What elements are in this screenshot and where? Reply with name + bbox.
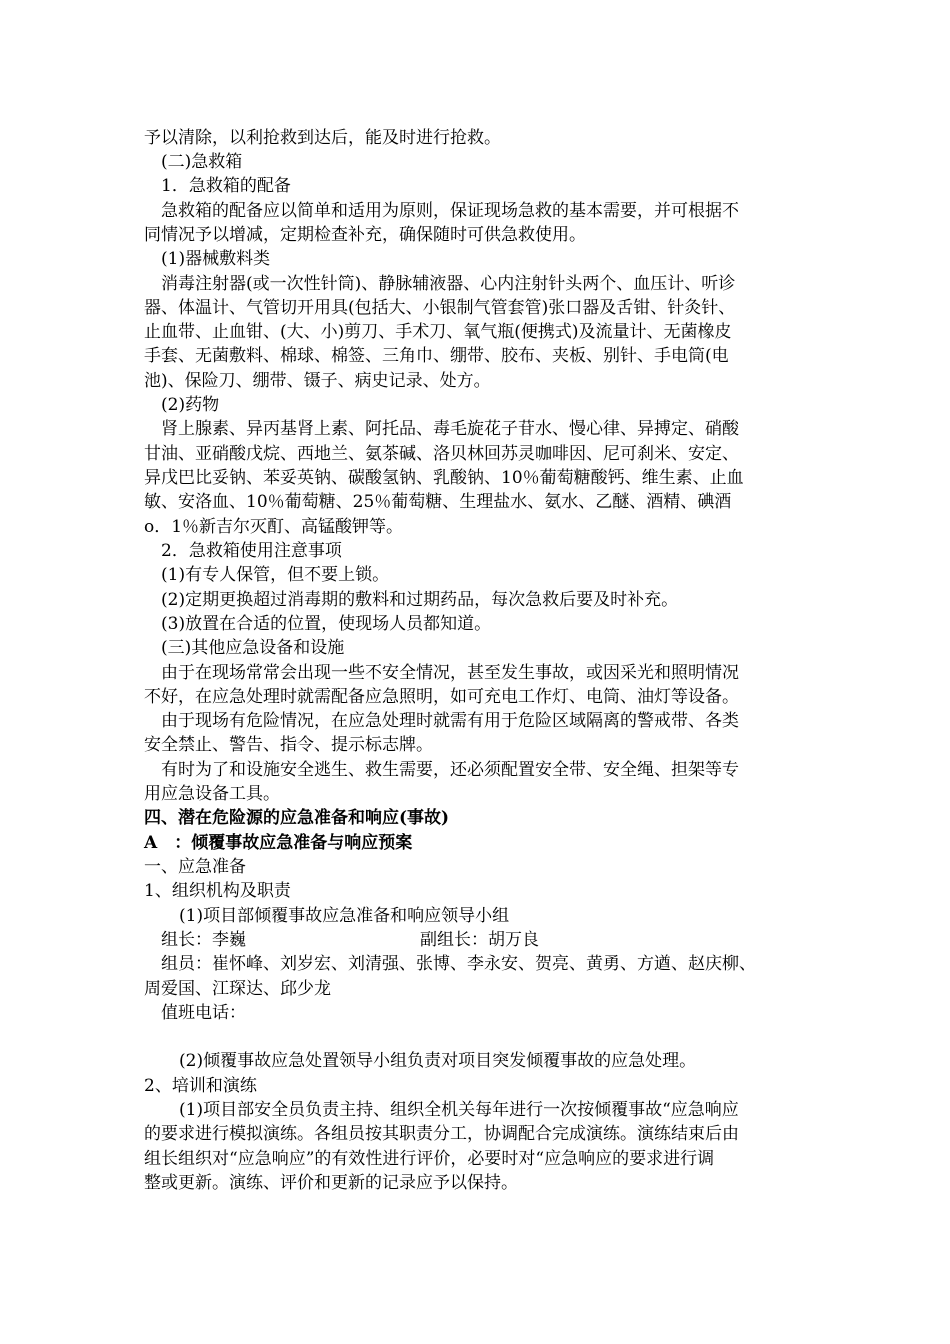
subsection-heading: (2)药物 <box>161 395 220 415</box>
section-heading: (二)急救箱 <box>161 152 243 172</box>
paragraph-line: 整或更新。演练、评价和更新的记录应予以保持。 <box>144 1173 518 1193</box>
list-item: (1)有专人保管，但不要上锁。 <box>161 565 390 585</box>
paragraph-line: 消毒注射器(或一次性针筒)、静脉辅液器、心内注射针头两个、血压计、听诊 <box>161 274 736 294</box>
paragraph-line: 止血带、止血钳、(大、小)剪刀、手术刀、氧气瓶(便携式)及流量计、无菌橡皮 <box>144 322 732 342</box>
paragraph-line: 的要求进行模拟演练。各组员按其职责分工，协调配合完成演练。演练结束后由 <box>144 1124 739 1144</box>
group-leader: 组长：李巍 <box>161 930 246 950</box>
paragraph-line: 池)、保险刀、绷带、镊子、病史记录、处方。 <box>144 371 491 391</box>
paragraph-line: 由于在现场常常会出现一些不安全情况，甚至发生事故，或因采光和照明情况 <box>161 663 739 683</box>
paragraph-line: 不好，在应急处理时就需配备应急照明，如可充电工作灯、电筒、油灯等设备。 <box>144 687 739 707</box>
group-members-cont: 周爱国、江琛达、邱少龙 <box>144 979 331 999</box>
duty-phone-label: 值班电话： <box>161 1003 246 1023</box>
paragraph-line: 急救箱的配备应以简单和适用为原则，保证现场急救的基本需要，并可根据不 <box>161 201 739 221</box>
deputy-group-leader: 副组长：胡万良 <box>420 930 539 950</box>
paragraph-line: 手套、无菌敷料、棉球、棉签、三角巾、绷带、胶布、夹板、别针、手电筒(电 <box>144 346 729 366</box>
subsection-heading: 2．急救箱使用注意事项 <box>161 541 342 561</box>
paragraph-line: (1)项目部安全员负责主持、组织全机关每年进行一次按倾覆事故“应急响应 <box>179 1100 739 1120</box>
list-item: (3)放置在合适的位置，使现场人员都知道。 <box>161 614 492 634</box>
paragraph-line: 组长组织对“应急响应”的有效性进行评价，必要时对“应急响应的要求进行调 <box>144 1149 715 1169</box>
text-line: 予以清除，以利抢救到达后，能及时进行抢救。 <box>144 128 501 148</box>
paragraph-line: 甘油、亚硝酸戊烷、西地兰、氨茶碱、洛贝林回苏灵咖啡因、尼可刹米、安定、 <box>144 444 739 464</box>
paragraph-line: 有时为了和设施安全逃生、救生需要，还必须配置安全带、安全绳、担架等专 <box>161 760 739 780</box>
paragraph-line: 器、体温计、气管切开用具(包括大、小银制气管套管)张口器及舌钳、针灸针、 <box>144 298 736 318</box>
paragraph-line: (2)倾覆事故应急处置领导小组负责对项目突发倾覆事故的应急处理。 <box>179 1051 697 1071</box>
paragraph-line: 异戊巴比妥钠、苯妥英钠、碳酸氢钠、乳酸钠、10％葡萄糖酸钙、维生素、止血 <box>144 468 744 488</box>
paragraph-line: 用应急设备工具。 <box>144 784 280 804</box>
paragraph-line: 同情况予以增减，定期检查补充，确保随时可供急救使用。 <box>144 225 586 245</box>
group-members: 组员：崔怀峰、刘岁宏、刘清强、张博、李永安、贺亮、黄勇、方遒、赵庆柳、 <box>161 954 756 974</box>
paragraph-line: 敏、安洛血、10％葡萄糖、25％葡萄糖、生理盐水、氨水、乙醚、酒精、碘酒 <box>144 492 732 512</box>
plan-heading: A ：倾覆事故应急准备与响应预案 <box>144 833 413 853</box>
paragraph-line: o．1％新吉尔灭酊、高锰酸钾等。 <box>144 517 404 537</box>
subsection-heading: (1)器械敷料类 <box>161 249 271 269</box>
list-item: (2)定期更换超过消毒期的敷料和过期药品，每次急救后要及时补充。 <box>161 590 679 610</box>
subsection-heading: (1)项目部倾覆事故应急准备和响应领导小组 <box>179 906 510 926</box>
paragraph-line: 安全禁止、警告、指令、提示标志牌。 <box>144 735 433 755</box>
chapter-heading: 四、潜在危险源的应急准备和响应(事故) <box>144 808 450 828</box>
section-heading: 一、应急准备 <box>144 857 246 877</box>
paragraph-line: 由于现场有危险情况，在应急处理时就需有用于危险区域隔离的警戒带、各类 <box>161 711 739 731</box>
section-heading: (三)其他应急设备和设施 <box>161 638 345 658</box>
subsection-heading: 1．急救箱的配备 <box>161 176 291 196</box>
section-heading: 1、组织机构及职责 <box>144 881 291 901</box>
section-heading: 2、培训和演练 <box>144 1076 257 1096</box>
paragraph-line: 肾上腺素、异丙基肾上素、阿托品、毒毛旋花子苷水、慢心律、异搏定、硝酸 <box>161 419 739 439</box>
